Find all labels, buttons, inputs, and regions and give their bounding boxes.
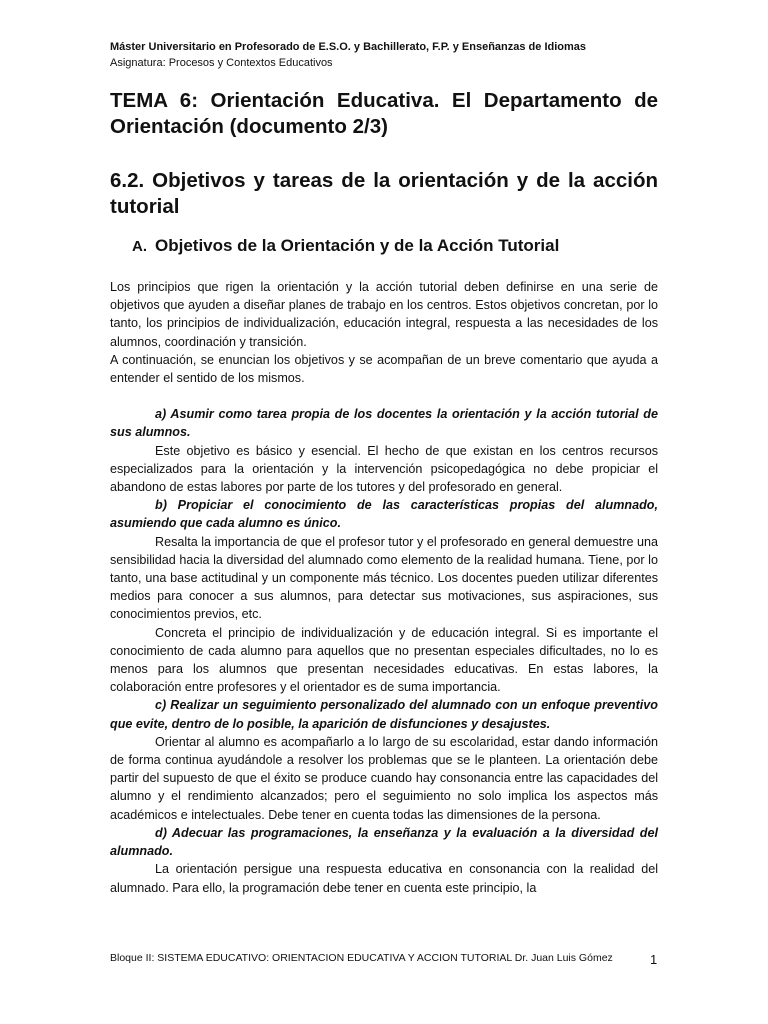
subsection-title: Objetivos de la Orientación y de la Acción Tutorial (155, 236, 560, 255)
intro-paragraph: Los principios que rigen la orientación y la acción tutorial deben definirse en una serie de objetivos que ayuden a diseñar planes de trabajo en los centros. Estos objetivos concretan, por lo tanto, los principios de individualización, educación integral, respuesta a las necesidades de los alumnos, coordinación y transición. (110, 280, 658, 349)
intro-paragraph: A continuación, se enuncian los objetivos y se acompañan de un breve comentario que ayuda a entender el sentido de los mismos. (110, 352, 658, 386)
objective-paragraph: Orientar al alumno es acompañarlo a lo largo de su escolaridad, estar dando información de forma continua ayudándole a resolver los problemas que se le planteen. La orientación debe partir del supuesto de que el éxito se produce cuando hay consonancia entre las capacidades del alumno y el rendimiento alcanzados; pero el seguimiento no solo implica los aspectos más académicos e intelectuales. Debe tener en cuenta todas las dimensiones de la persona. (110, 734, 658, 822)
objective-heading-b: b) Propiciar el conocimiento de las características propias del alumnado, asumiendo que cada alumno es único. (110, 498, 658, 531)
header-program: Máster Universitario en Profesorado de E.S.O. y Bachillerato, F.P. y Enseñanzas de Idiomas (110, 41, 587, 53)
document-title: TEMA 6: Orientación Educativa. El Departamento de Orientación (documento 2/3) (110, 89, 658, 138)
objective-paragraph: Concreta el principio de individualización y de educación integral. Si es importante el conocimiento de cada alumno para aquellos que no presentan especiales dificultades, no lo es menos para los alumnos que presentan necesidades educativas. En estas labores, la colaboración entre profesores y el orientador es de suma importancia. (110, 625, 658, 695)
objective-paragraph: Este objetivo es básico y esencial. El hecho de que existan en los centros recursos especializados para la orientación y la intervención psicopedagógica no debe propiciar el abandono de estas labores por parte de los tutores y del profesorado en general. (110, 443, 658, 495)
page-footer (110, 950, 658, 966)
subsection-heading (132, 236, 559, 256)
subsection-letter: A. (132, 238, 147, 255)
objective-paragraph: Resalta la importancia de que el profesor tutor y el profesorado en general demuestre una sensibilidad hacia la diversidad del alumnado como elemento de la realidad humana. Tiene, por lo tanto, una base actitudinal y un componente más técnico. Los docentes pueden utilizar diferentes medios para conocer a sus alumnos, para detectar sus motivaciones, sus aspiraciones, sus conocimientos previos, etc. (110, 534, 658, 622)
objective-heading-d: d) Adecuar las programaciones, la enseñanza y la evaluación a la diversidad del alumnado. (110, 825, 658, 859)
header-subject: Asignatura: Procesos y Contextos Educativos (110, 57, 333, 69)
document-body (110, 278, 658, 897)
page-number: 1 (650, 952, 658, 967)
footer-text: Bloque II: SISTEMA EDUCATIVO: ORIENTACION EDUCATIVA Y ACCION TUTORIAL Dr. Juan Luis Gómez (110, 952, 613, 964)
objective-heading-a: a) Asumir como tarea propia de los docentes la orientación y la acción tutorial de sus alumnos. (110, 407, 658, 440)
objective-heading-c: c) Realizar un seguimiento personalizado del alumnado con un enfoque preventivo que evite, dentro de lo posible, la aparición de disfunciones y desajustes. (110, 698, 658, 731)
objective-paragraph: La orientación persigue una respuesta educativa en consonancia con la realidad del alumnado. Para ello, la programación debe tener en cuenta este principio, la (110, 862, 658, 895)
section-title: 6.2. Objetivos y tareas de la orientación y de la acción tutorial (110, 169, 658, 218)
